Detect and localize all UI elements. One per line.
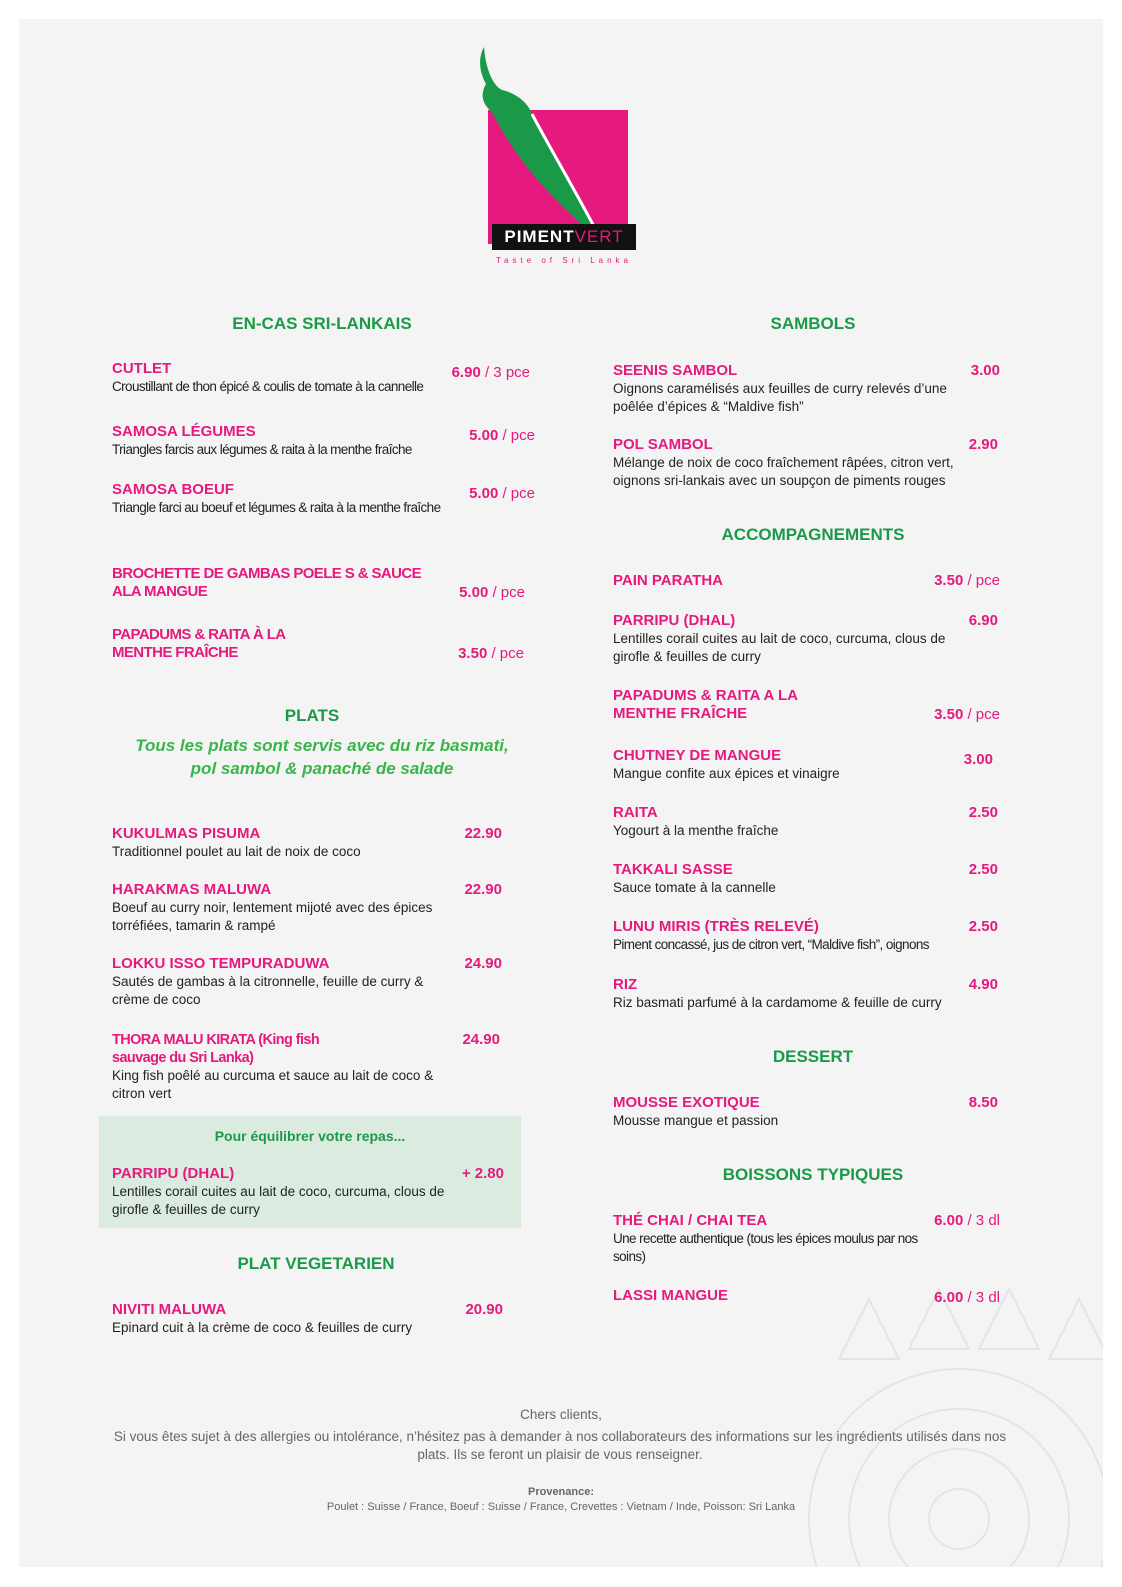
menu-item-brochette-gambas: BROCHETTE DE GAMBAS POELE S & SAUCE ALA MANGUE 5.00 / pce (112, 565, 525, 601)
menu-item-parripu-dhal: PARRIPU (DHAL) Lentilles corail cuites au lait de coco, curcuma, clous de girofle & feuilles de curry 6.90 (613, 612, 998, 664)
price: 2.50 (968, 804, 998, 821)
menu-item-lokku-isso: LOKKU ISSO TEMPURADUWA Sautés de gambas à la citronnelle, feuille de curry & crème de coco 24.90 (112, 955, 502, 1007)
price: 2.50 (968, 918, 998, 935)
price: 20.90 (465, 1301, 503, 1318)
decorative-mandala (779, 1279, 1103, 1567)
price: 5.00 / pce (459, 584, 525, 601)
price: 2.50 (968, 861, 998, 878)
menu-item-riz: RIZ Riz basmati parfumé à la cardamome & feuille de curry 4.90 (613, 976, 998, 1010)
price: 2.90 (968, 436, 998, 453)
menu-item-mousse-exotique: MOUSSE EXOTIQUE Mousse mangue et passion 8.50 (613, 1094, 998, 1128)
price: 4.90 (968, 976, 998, 993)
dessert-title: DESSERT (772, 1047, 854, 1066)
footer-provenance: Poulet : Suisse / France, Boeuf : Suisse / France, Crevettes : Vietnam / Inde, Poisson: Sri Lanka (326, 1501, 796, 1513)
balance-box (99, 1116, 521, 1228)
menu-item-samosa-legumes: SAMOSA LÉGUMES Triangles farcis aux légumes & raita à la menthe fraîche 5.00 / pce (112, 423, 535, 457)
menu-item-lassi-mangue: LASSI MANGUE 6.00 / 3 dl (613, 1287, 1000, 1306)
menu-item-papadums-accomp: PAPADUMS & RAITA A LA MENTHE FRAÎCHE 3.50 / pce (613, 687, 1000, 723)
price: 24.90 (464, 955, 502, 972)
price: 6.00 / 3 dl (934, 1212, 1000, 1229)
price: 24.90 (462, 1031, 500, 1048)
footer-allergy-note: Si vous êtes sujet à des allergies ou intolérance, n’hésitez pas à demander à nos collaborateurs des informations sur les ingrédients utilisés dans nos plats. Ils se feront un plaisir de vous renseigner. (113, 1429, 1007, 1462)
veg-title: PLAT VEGETARIEN (237, 1254, 395, 1273)
menu-item-the-chai: THÉ CHAI / CHAI TEA Une recette authentique (tous les épices moulus par nos soins) 6.00 / 3 dl (613, 1212, 1000, 1264)
menu-item-harakmas-maluwa: HARAKMAS MALUWA Boeuf au curry noir, lentement mijoté avec des épices torréfiées, tamarin & rampé 22.90 (112, 881, 502, 933)
plats-note: Tous les plats sont servis avec du riz basmati, pol sambol & panaché de salade (135, 736, 509, 778)
boissons-title: BOISSONS TYPIQUES (722, 1165, 904, 1184)
balance-title: Pour équilibrer votre repas... (214, 1128, 406, 1144)
price: 6.00 / 3 dl (934, 1289, 1000, 1306)
menu-item-pain-paratha: PAIN PARATHA 3.50 / pce (613, 572, 1000, 589)
price: 3.00 (970, 362, 1000, 379)
plats-title: PLATS (284, 706, 340, 725)
price: 6.90 (968, 612, 998, 629)
price: 5.00 / pce (469, 485, 535, 502)
price: 3.00 (963, 751, 993, 768)
accompagnements-title: ACCOMPAGNEMENTS (721, 525, 905, 544)
price: 8.50 (968, 1094, 998, 1111)
price: 22.90 (464, 881, 502, 898)
menu-item-papadums-raita: PAPADUMS & RAITA À LA MENTHE FRAÎCHE 3.50 / pce (112, 626, 524, 662)
price: + 2.80 (461, 1165, 504, 1182)
sambols-title: SAMBOLS (770, 314, 856, 333)
menu-item-parripu-extra: PARRIPU (DHAL) Lentilles corail cuites au lait de coco, curcuma, clous de girofle & feuilles de curry + 2.80 (112, 1165, 504, 1217)
menu-item-thora-malu: THORA MALU KIRATA (King fish sauvage du Sri Lanka) King fish poêlé au curcuma et sauce au lait de coco & citron vert 24.90 (112, 1031, 500, 1101)
menu-item-seenis-sambol: SEENIS SAMBOL Oignons caramélisés aux feuilles de curry relevés d’une poêlée d’épices & “Maldive fish” 3.00 (613, 362, 1000, 414)
price: 3.50 / pce (934, 706, 1000, 723)
price: 3.50 / pce (458, 645, 524, 662)
price: 3.50 / pce (934, 572, 1000, 589)
menu-item-kukulmas-pisuma: KUKULMAS PISUMA Traditionnel poulet au lait de noix de coco 22.90 (112, 825, 502, 859)
footer-provenance-label: Provenance: (527, 1486, 595, 1498)
price: 22.90 (464, 825, 502, 842)
menu-item-chutney-mangue: CHUTNEY DE MANGUE Mangue confite aux épices et vinaigre 3.00 (613, 747, 993, 781)
menu-item-niviti-maluwa: NIVITI MALUWA Epinard cuit à la crème de coco & feuilles de curry 20.90 (112, 1301, 503, 1335)
menu-item-cutlet: CUTLET Croustillant de thon épicé & coulis de tomate à la cannelle 6.90 / 3 pce (112, 360, 530, 394)
price: 5.00 / pce (469, 427, 535, 444)
menu-item-lunu-miris: LUNU MIRIS (TRÈS RELEVÉ) Piment concassé, jus de citron vert, “Maldive fish”, oignons 2.50 (613, 918, 998, 952)
menu-item-samosa-boeuf: SAMOSA BOEUF Triangle farci au boeuf et légumes & raita à la menthe fraîche 5.00 / pce (112, 481, 535, 515)
encas-title: EN-CAS SRI-LANKAIS (232, 314, 412, 333)
menu-item-raita: RAITA Yogourt à la menthe fraîche 2.50 (613, 804, 998, 838)
menu-item-takkali-sasse: TAKKALI SASSE Sauce tomate à la cannelle 2.50 (613, 861, 998, 895)
brand-tagline: Taste of Sri Lanka (495, 256, 633, 265)
menu-item-pol-sambol: POL SAMBOL Mélange de noix de coco fraîchement râpées, citron vert, oignons sri-lankais avec un soupçon de piments rouges 2.90 (613, 436, 998, 488)
price: 6.90 / 3 pce (451, 364, 530, 381)
brand-name: PIMENTVERT (492, 224, 636, 250)
footer-greeting: Chers clients, (520, 1407, 602, 1422)
